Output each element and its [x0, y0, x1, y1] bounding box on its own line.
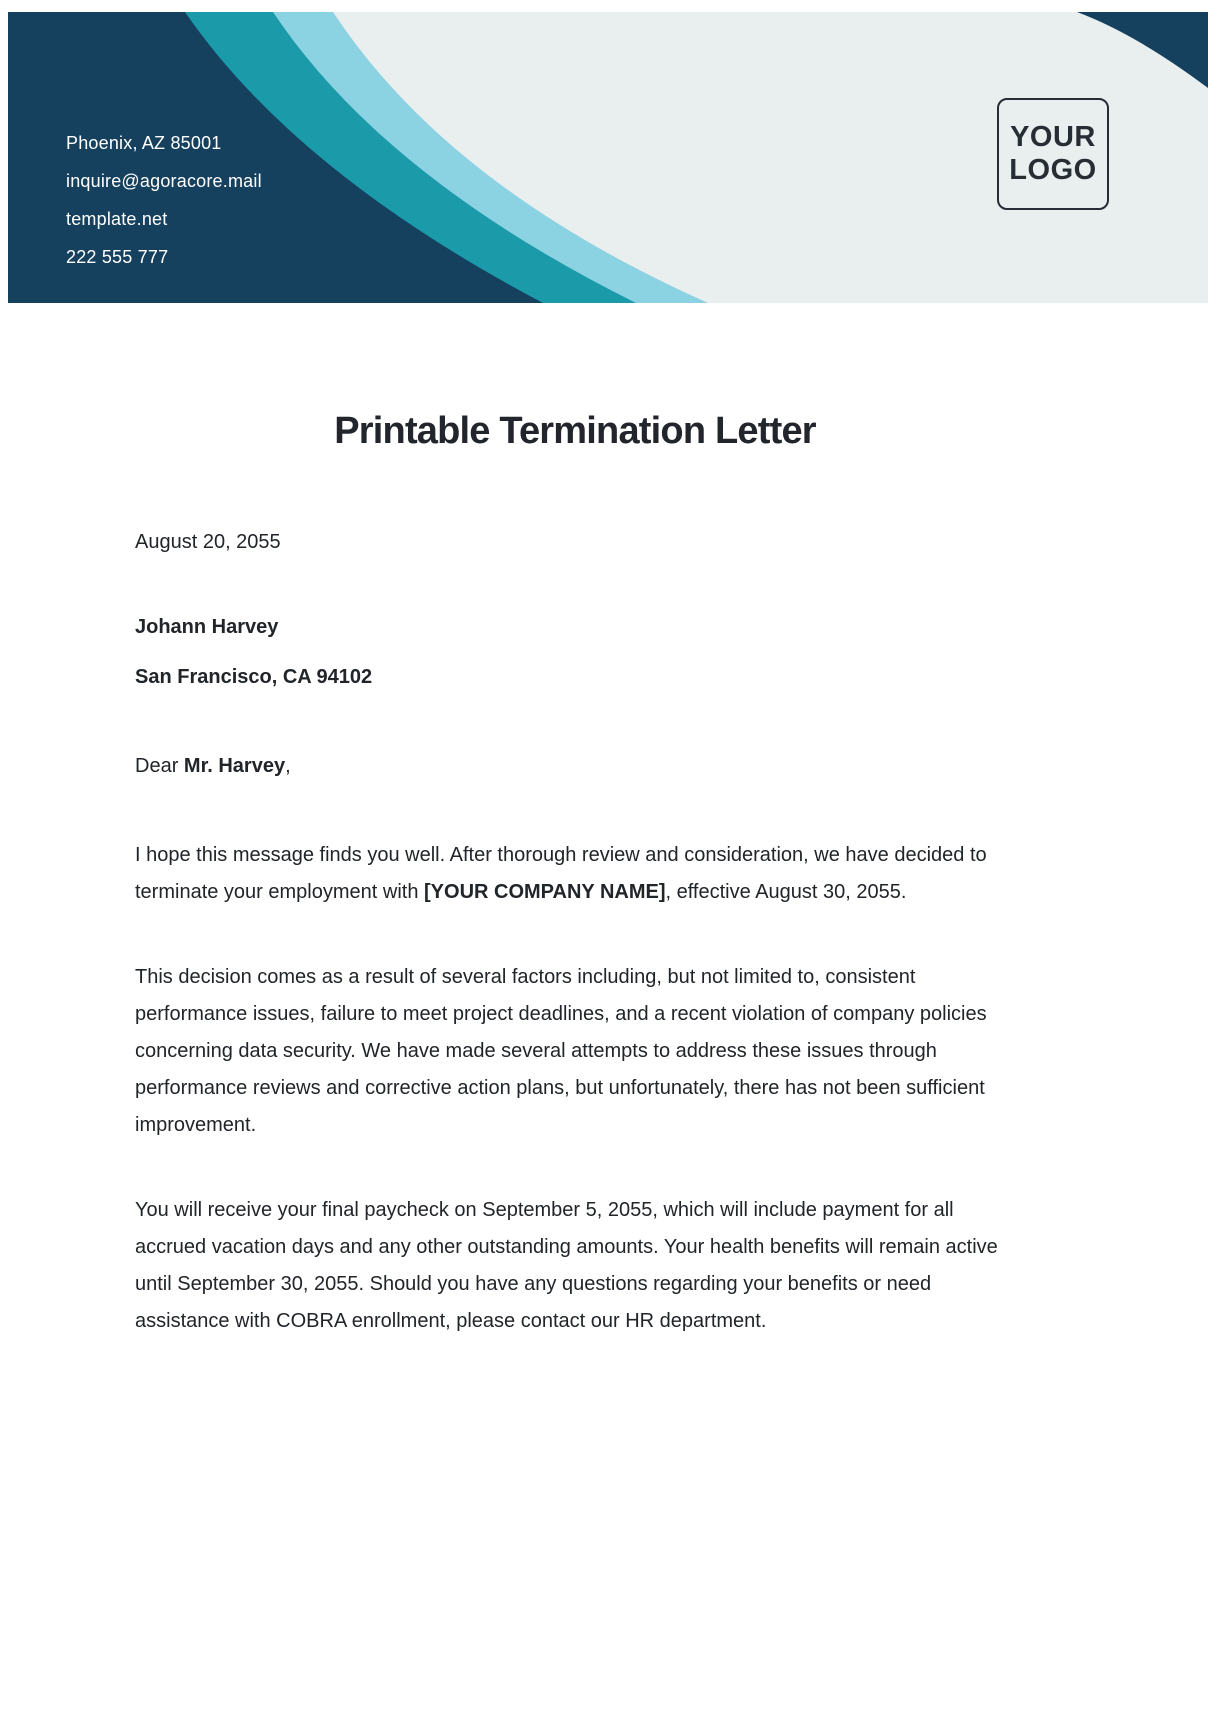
letter-date: August 20, 2055: [135, 531, 281, 553]
paragraph: [135, 959, 1015, 1144]
emphasis-text: [YOUR COMPANY NAME]: [424, 881, 666, 903]
contact-info: [66, 124, 262, 276]
logo-line1: YOUR: [1010, 121, 1096, 153]
page-title: Printable Termination Letter: [334, 410, 816, 452]
contact-website: template.net: [66, 209, 168, 229]
recipient-address: San Francisco, CA 94102: [135, 666, 373, 688]
salutation: [135, 748, 1015, 785]
contact-phone: 222 555 777: [66, 247, 169, 267]
salutation-name: Mr. Harvey: [183, 755, 286, 777]
salutation-suffix: ,: [285, 755, 291, 777]
logo-line2: LOGO: [1009, 154, 1097, 186]
letterhead: [8, 12, 1208, 303]
recipient-block: [135, 602, 1015, 702]
body-text: I hope this message finds you well. After thorough review and consideration, we have decided to terminate your employment with: [135, 844, 987, 903]
body-text: , effective August 30, 2055.: [665, 881, 907, 903]
paragraph: [135, 837, 1015, 911]
letter-content: [135, 408, 1015, 1388]
contact-email: inquire@agoracore.mail: [66, 171, 262, 191]
recipient-name: Johann Harvey: [135, 616, 279, 638]
body-text: You will receive your final paycheck on September 5, 2055, which will include payment for all accrued vacation days and any other outstanding amounts. Your health benefits will remain active until September 30, 2055. Should you have any questions regarding your benefits or need assistance with COBRA enrollment, please contact our HR department.: [135, 1199, 998, 1332]
salutation-prefix: Dear: [135, 755, 184, 777]
paragraph: [135, 1192, 1015, 1340]
contact-address: Phoenix, AZ 85001: [66, 133, 222, 153]
logo-placeholder: [997, 98, 1109, 210]
body-text: This decision comes as a result of several factors including, but not limited to, consistent performance issues, failure to meet project deadlines, and a recent violation of company policies concerning data security. We have made several attempts to address these issues through performance reviews and corrective action plans, but unfortunately, there has not been sufficient improvement.: [135, 966, 987, 1136]
letter-body: [135, 837, 1015, 1340]
